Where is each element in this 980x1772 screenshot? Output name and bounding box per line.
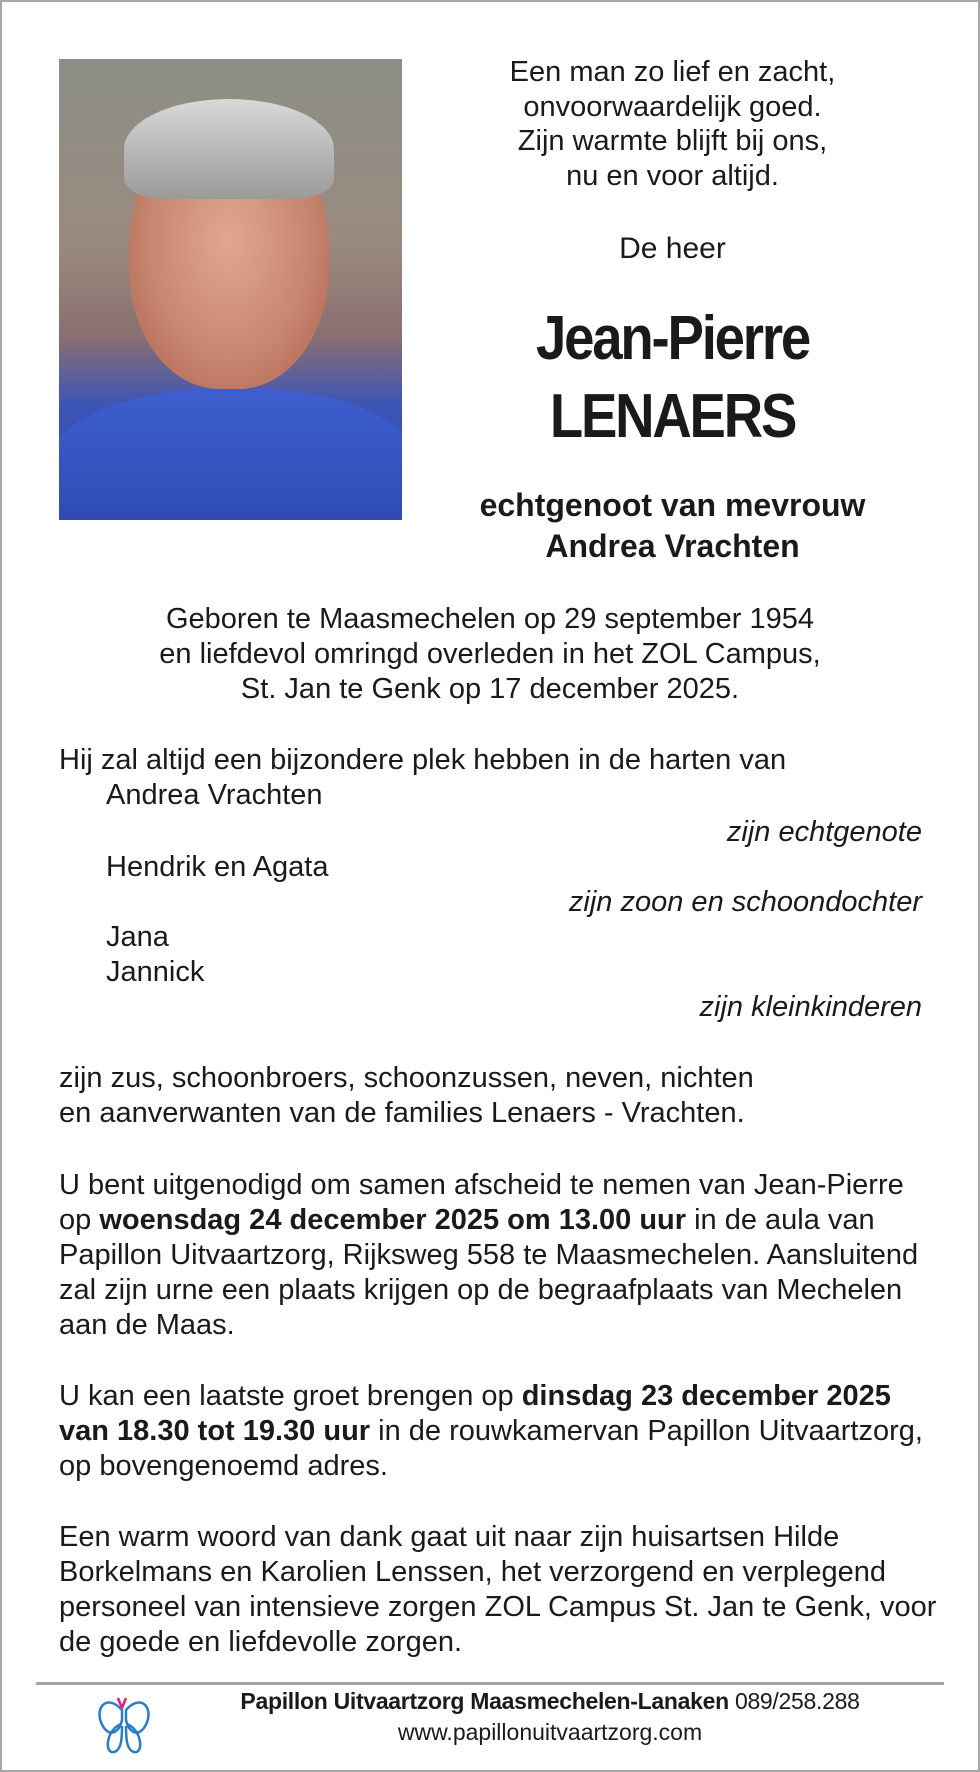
portrait-photo	[59, 59, 402, 520]
family-name: Andrea Vrachten	[106, 779, 323, 811]
website-link[interactable]: www.papillonuitvaartzorg.com	[397, 1719, 703, 1745]
butterfly-logo-icon	[96, 1690, 152, 1756]
birth-death-info	[90, 602, 890, 707]
title: De heer	[619, 232, 726, 265]
family-name: Hendrik en Agata	[106, 851, 329, 883]
spouse	[440, 485, 905, 567]
first-name: Jean-Pierre	[535, 304, 810, 373]
poem-line: Zijn warmte blijft bij ons,	[517, 125, 828, 157]
poem-line: onvoorwaardelijk goed.	[523, 90, 822, 123]
family-relation: zijn kleinkinderen	[699, 991, 922, 1023]
spouse-line: echtgenoot van mevrouw	[479, 487, 866, 523]
farewell-paragraph	[59, 1168, 939, 1343]
thanks-paragraph: Een warm woord van dank gaat uit naar zijn huisartsen Hilde Borkelmans en Karolien Lenssen, het verzorgend en verplegend personeel van intensieve zorgen ZOL Campus St. Jan te Genk, voor de goede en liefdevolle zorgen.	[59, 1521, 937, 1658]
company-name: Papillon Uitvaartzorg Maasmechelen-Lanaken	[240, 1688, 729, 1714]
family-name: Jana	[106, 921, 169, 953]
born-line: en liefdevol omringd overleden in het ZOL Campus,	[159, 638, 821, 670]
poem	[460, 55, 885, 193]
relatives-line: en aanverwanten van de families Lenaers - Vrachten.	[59, 1097, 745, 1129]
family-relation: zijn zoon en schoondochter	[568, 886, 922, 918]
farewell-datetime: woensdag 24 december 2025 om 13.00 uur	[99, 1204, 687, 1236]
deceased-name	[486, 300, 860, 456]
poem-line: nu en voor altijd.	[566, 159, 779, 192]
spouse-name: Andrea Vrachten	[545, 528, 800, 564]
last-name: LENAERS	[549, 382, 796, 451]
born-line: Geboren te Maasmechelen op 29 september 1954	[165, 603, 815, 635]
family-relation: zijn echtgenote	[726, 816, 922, 848]
text: U bent uitgenodigd om samen afscheid te nemen van Jean-Pierre op	[59, 1169, 904, 1236]
divider	[36, 1682, 944, 1685]
text: in de aula van Papillon Uitvaartzorg, Rijksweg 558 te Maasmechelen. Aansluitend zal zijn urne een plaats krijgen op de begraafplaats van Mechelen aan de Maas.	[59, 1204, 919, 1341]
phone-number: 089/258.288	[734, 1688, 860, 1714]
family-intro: Hij zal altijd een bijzondere plek hebben in de harten van	[59, 744, 787, 776]
footer-company-line	[170, 1688, 930, 1715]
text: U kan een laatste groet brengen op	[59, 1380, 522, 1412]
text: in de rouwkamervan Papillon Uitvaartzorg, op bovengenoemd adres.	[59, 1415, 923, 1482]
visit-datetime: dinsdag 23 december 2025 van 18.30 tot 19.30 uur	[59, 1380, 891, 1447]
born-line: St. Jan te Genk op 17 december 2025.	[240, 673, 740, 705]
poem-line: Een man zo lief en zacht,	[509, 56, 836, 88]
visit-paragraph	[59, 1379, 939, 1484]
relatives-line: zijn zus, schoonbroers, schoonzussen, neven, nichten	[59, 1062, 754, 1094]
family-name: Jannick	[106, 956, 205, 988]
